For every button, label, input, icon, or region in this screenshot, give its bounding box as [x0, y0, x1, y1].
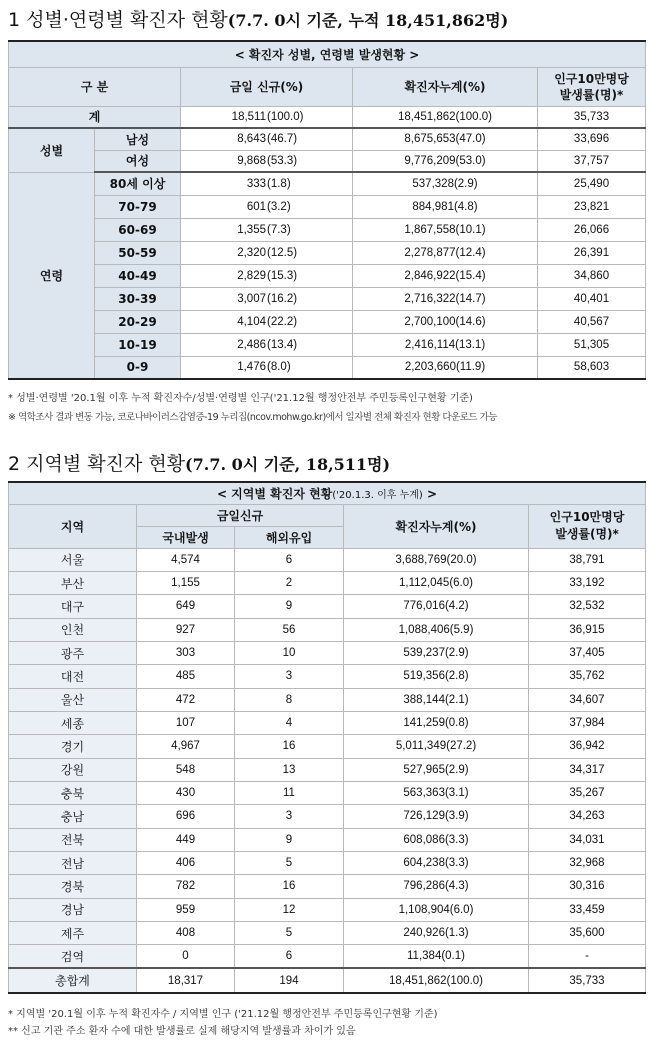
region-domestic: 4,967 [137, 735, 235, 758]
age-row [9, 264, 646, 287]
header-cumulative: 확진자누계(%) [344, 504, 529, 548]
region-row [9, 828, 646, 851]
region-cumulative: 388,144(2.1) [344, 688, 529, 711]
age-label: 80세 이상 [95, 172, 181, 195]
region-overseas: 6 [235, 945, 344, 968]
region-name: 서울 [9, 548, 137, 571]
region-table-caption-end: > [422, 486, 438, 501]
region-cumulative: 5,011,349(27.2) [344, 735, 529, 758]
age-new-count: 1,355 [237, 223, 266, 236]
age-label: 20-29 [95, 310, 181, 333]
region-table-caption [9, 482, 646, 504]
region-overseas: 11 [235, 781, 344, 804]
age-label: 10-19 [95, 333, 181, 356]
region-rate: 35,267 [529, 781, 646, 804]
region-cumulative: 796,286(4.3) [344, 875, 529, 898]
region-total-cumulative: 18,451,862(100.0) [344, 968, 529, 993]
region-overseas: 5 [235, 922, 344, 945]
age-new [181, 264, 353, 287]
region-domestic: 472 [137, 688, 235, 711]
header-rate [538, 67, 646, 106]
header-rate [529, 504, 646, 548]
age-new [181, 195, 353, 218]
age-new [181, 218, 353, 241]
region-row [9, 618, 646, 641]
region-cumulative: 563,363(3.1) [344, 781, 529, 804]
region-name: 제주 [9, 922, 137, 945]
age-new [181, 333, 353, 356]
section2-note-population: * 지역별 '20.1월 이후 누적 확진자수 / 지역별 인구 ('21.12월 행정안전부 주민등록인구현황 기준) [8, 1009, 438, 1020]
age-rate: 25,490 [538, 172, 646, 195]
region-rate: 36,942 [529, 735, 646, 758]
age-cumulative: 2,700,100(14.6) [353, 310, 538, 333]
region-domestic: 408 [137, 922, 235, 945]
region-rate: 37,405 [529, 641, 646, 664]
header-rate-line1: 인구10만명당 [549, 510, 625, 524]
sex-age-table-caption: < 확진자 성별, 연령별 발생현황 > [9, 41, 646, 67]
total-new-count: 18,511 [231, 110, 266, 123]
region-domestic: 430 [137, 781, 235, 804]
sex-row [9, 128, 646, 150]
section1-heading [8, 11, 508, 30]
age-new-pct: (7.3) [267, 223, 291, 236]
region-total-label: 총합계 [9, 968, 137, 993]
sex-rate: 37,757 [538, 150, 646, 172]
age-new [181, 310, 353, 333]
region-row [9, 898, 646, 921]
sex-label: 남성 [95, 128, 181, 150]
region-domestic: 107 [137, 711, 235, 734]
region-overseas: 16 [235, 875, 344, 898]
region-table-caption-note: ('20.1.3. 이후 누계) [332, 489, 423, 501]
region-name: 울산 [9, 688, 137, 711]
header-rate-line1: 인구10만명당 [554, 71, 629, 86]
region-name: 검역 [9, 945, 137, 968]
age-label: 0-9 [95, 356, 181, 379]
region-domestic: 1,155 [137, 571, 235, 594]
age-row [9, 218, 646, 241]
sex-row [9, 150, 646, 172]
region-name: 경기 [9, 735, 137, 758]
region-domestic: 4,574 [137, 548, 235, 571]
region-rate: 38,791 [529, 548, 646, 571]
region-total-rate: 35,733 [529, 968, 646, 993]
age-new-count: 3,007 [237, 292, 266, 305]
region-row [9, 735, 646, 758]
region-overseas: 12 [235, 898, 344, 921]
region-row [9, 665, 646, 688]
region-rate: 36,915 [529, 618, 646, 641]
region-domestic: 303 [137, 641, 235, 664]
age-new-pct: (8.0) [267, 361, 291, 374]
region-row [9, 688, 646, 711]
region-name: 강원 [9, 758, 137, 781]
region-name: 인천 [9, 618, 137, 641]
region-overseas: 5 [235, 851, 344, 874]
age-group-label: 연령 [9, 172, 95, 379]
region-name: 광주 [9, 641, 137, 664]
region-cumulative: 1,112,045(6.0) [344, 571, 529, 594]
region-row [9, 548, 646, 571]
age-rate: 40,401 [538, 287, 646, 310]
age-new [181, 241, 353, 264]
region-row [9, 805, 646, 828]
age-new-count: 2,829 [237, 269, 266, 282]
region-rows [9, 548, 646, 968]
region-row [9, 851, 646, 874]
region-cumulative: 539,237(2.9) [344, 641, 529, 664]
age-label: 70-79 [95, 195, 181, 218]
header-today-new: 금일 신규(%) [181, 67, 353, 106]
sex-new [181, 128, 353, 150]
region-domestic: 406 [137, 851, 235, 874]
region-domestic: 485 [137, 665, 235, 688]
region-overseas: 16 [235, 735, 344, 758]
region-row [9, 922, 646, 945]
region-name: 충남 [9, 805, 137, 828]
region-domestic: 649 [137, 595, 235, 618]
region-rate: 33,192 [529, 571, 646, 594]
region-overseas: 6 [235, 548, 344, 571]
age-rate: 23,821 [538, 195, 646, 218]
age-new-count: 2,486 [237, 338, 266, 351]
region-overseas: 4 [235, 711, 344, 734]
sex-new-pct: (53.3) [267, 154, 298, 167]
age-row [9, 356, 646, 379]
sex-new-count: 8,643 [237, 133, 266, 146]
region-total-overseas: 194 [235, 968, 344, 993]
region-overseas: 10 [235, 641, 344, 664]
sex-cumulative: 9,776,209(53.0) [353, 150, 538, 172]
region-cumulative: 141,259(0.8) [344, 711, 529, 734]
region-domestic: 548 [137, 758, 235, 781]
age-rate: 34,860 [538, 264, 646, 287]
region-rate: 32,532 [529, 595, 646, 618]
header-today-new: 금일신규 [137, 504, 344, 526]
total-label: 계 [9, 106, 181, 128]
header-region: 지역 [9, 504, 137, 548]
age-rate: 40,567 [538, 310, 646, 333]
sex-label: 여성 [95, 150, 181, 172]
region-overseas: 9 [235, 595, 344, 618]
region-cumulative: 608,086(3.3) [344, 828, 529, 851]
region-cumulative: 240,926(1.3) [344, 922, 529, 945]
region-table-caption-title: < 지역별 확진자 현황 [216, 486, 333, 501]
region-name: 대구 [9, 595, 137, 618]
region-overseas: 56 [235, 618, 344, 641]
section1-heading-sub: (7.7. 0시 기준, 누적 18,451,862명) [227, 11, 509, 30]
region-total-domestic: 18,317 [137, 968, 235, 993]
age-new-pct: (3.2) [267, 200, 291, 213]
header-rate-line2: 발생률(명)* [559, 87, 624, 102]
region-rate: 35,600 [529, 922, 646, 945]
age-rate: 26,391 [538, 241, 646, 264]
region-rate: 37,984 [529, 711, 646, 734]
region-cumulative: 527,965(2.9) [344, 758, 529, 781]
section1-note-download: ※ 역학조사 결과 변동 가능, 코로나바이러스감염증-19 누리집(ncov.mohw.go.kr)에서 일자별 전체 확진자 현황 다운로드 가능 [8, 412, 497, 423]
region-name: 전남 [9, 851, 137, 874]
age-new-count: 2,320 [237, 246, 266, 259]
region-row [9, 641, 646, 664]
region-name: 전북 [9, 828, 137, 851]
region-cumulative: 604,238(3.3) [344, 851, 529, 874]
age-label: 60-69 [95, 218, 181, 241]
region-domestic: 959 [137, 898, 235, 921]
age-row [9, 333, 646, 356]
region-cumulative: 519,356(2.8) [344, 665, 529, 688]
age-new-pct: (13.4) [267, 338, 298, 351]
region-overseas: 8 [235, 688, 344, 711]
age-new-count: 601 [246, 200, 266, 213]
age-new-pct: (12.5) [267, 246, 298, 259]
age-new [181, 356, 353, 379]
age-cumulative: 2,846,922(15.4) [353, 264, 538, 287]
header-overseas: 해외유입 [235, 526, 344, 548]
region-row [9, 711, 646, 734]
age-new [181, 172, 353, 195]
age-row [9, 172, 646, 195]
age-new-pct: (22.2) [267, 315, 298, 328]
header-rate-line2: 발생률(명)* [555, 527, 619, 541]
region-domestic: 449 [137, 828, 235, 851]
region-row [9, 875, 646, 898]
age-new-count: 4,104 [237, 315, 266, 328]
region-table [8, 481, 646, 994]
total-new-pct: (100.0) [267, 110, 304, 123]
total-new [181, 106, 353, 128]
region-rate: 34,263 [529, 805, 646, 828]
total-cumulative: 18,451,862(100.0) [353, 106, 538, 128]
region-overseas: 2 [235, 571, 344, 594]
region-domestic: 0 [137, 945, 235, 968]
age-cumulative: 537,328(2.9) [353, 172, 538, 195]
region-overseas: 13 [235, 758, 344, 781]
region-cumulative: 1,108,904(6.0) [344, 898, 529, 921]
region-row [9, 781, 646, 804]
region-domestic: 782 [137, 875, 235, 898]
age-row [9, 241, 646, 264]
section2-heading-sub: (7.7. 0시 기준, 18,511명) [185, 455, 391, 474]
region-row [9, 945, 646, 968]
header-domestic: 국내발생 [137, 526, 235, 548]
sex-new-pct: (46.7) [267, 133, 298, 146]
age-cumulative: 2,278,877(12.4) [353, 241, 538, 264]
region-rate: 34,607 [529, 688, 646, 711]
age-new [181, 287, 353, 310]
region-rate: 33,459 [529, 898, 646, 921]
region-cumulative: 726,129(3.9) [344, 805, 529, 828]
sex-age-table [8, 40, 646, 380]
sex-group-label: 성별 [9, 128, 95, 172]
region-total-row [9, 968, 646, 993]
region-rate: 30,316 [529, 875, 646, 898]
age-rate: 26,066 [538, 218, 646, 241]
region-row [9, 595, 646, 618]
age-label: 50-59 [95, 241, 181, 264]
region-cumulative: 3,688,769(20.0) [344, 548, 529, 571]
region-rate: 34,317 [529, 758, 646, 781]
section2-note-rate: ** 신고 기관 주소 환자 수에 대한 발생률로 실제 해당지역 발생률과 차이가 있음 [8, 1026, 356, 1037]
age-new-pct: (15.3) [267, 269, 298, 282]
age-label: 40-49 [95, 264, 181, 287]
section1-note-population: * 성별·연령별 '20.1월 이후 누적 확진자수/성별·연령별 인구('21.12월 행정안전부 주민등록인구현황 기준) [8, 393, 473, 404]
age-label: 30-39 [95, 287, 181, 310]
age-row [9, 310, 646, 333]
age-cumulative: 1,867,558(10.1) [353, 218, 538, 241]
total-row [9, 106, 646, 128]
age-rate: 58,603 [538, 356, 646, 379]
age-cumulative: 2,716,322(14.7) [353, 287, 538, 310]
age-row [9, 195, 646, 218]
region-rate: 34,031 [529, 828, 646, 851]
region-cumulative: 11,384(0.1) [344, 945, 529, 968]
age-cumulative: 2,416,114(13.1) [353, 333, 538, 356]
region-rate: - [529, 945, 646, 968]
region-name: 대전 [9, 665, 137, 688]
region-name: 경남 [9, 898, 137, 921]
region-overseas: 3 [235, 665, 344, 688]
region-cumulative: 776,016(4.2) [344, 595, 529, 618]
region-row [9, 758, 646, 781]
region-overseas: 3 [235, 805, 344, 828]
header-category: 구 분 [9, 67, 181, 106]
sex-rate: 33,696 [538, 128, 646, 150]
section1-heading-main: 1 성별·연령별 확진자 현황 [8, 9, 228, 31]
region-domestic: 927 [137, 618, 235, 641]
region-name: 세종 [9, 711, 137, 734]
sex-new [181, 150, 353, 172]
section2-heading-main: 2 지역별 확진자 현황 [8, 453, 186, 475]
age-new-pct: (16.2) [267, 292, 298, 305]
age-new-pct: (1.8) [267, 177, 291, 190]
region-name: 부산 [9, 571, 137, 594]
age-new-count: 1,476 [237, 361, 266, 374]
region-domestic: 696 [137, 805, 235, 828]
age-cumulative: 884,981(4.8) [353, 195, 538, 218]
section2-heading [8, 455, 390, 474]
total-rate: 35,733 [538, 106, 646, 128]
age-new-count: 333 [246, 177, 266, 190]
region-name: 경북 [9, 875, 137, 898]
region-row [9, 571, 646, 594]
region-rate: 35,762 [529, 665, 646, 688]
region-name: 충북 [9, 781, 137, 804]
region-cumulative: 1,088,406(5.9) [344, 618, 529, 641]
sex-cumulative: 8,675,653(47.0) [353, 128, 538, 150]
header-cumulative: 확진자누계(%) [353, 67, 538, 106]
sex-new-count: 9,868 [237, 154, 266, 167]
age-row [9, 287, 646, 310]
region-overseas: 9 [235, 828, 344, 851]
age-cumulative: 2,203,660(11.9) [353, 356, 538, 379]
region-rate: 32,968 [529, 851, 646, 874]
age-rate: 51,305 [538, 333, 646, 356]
